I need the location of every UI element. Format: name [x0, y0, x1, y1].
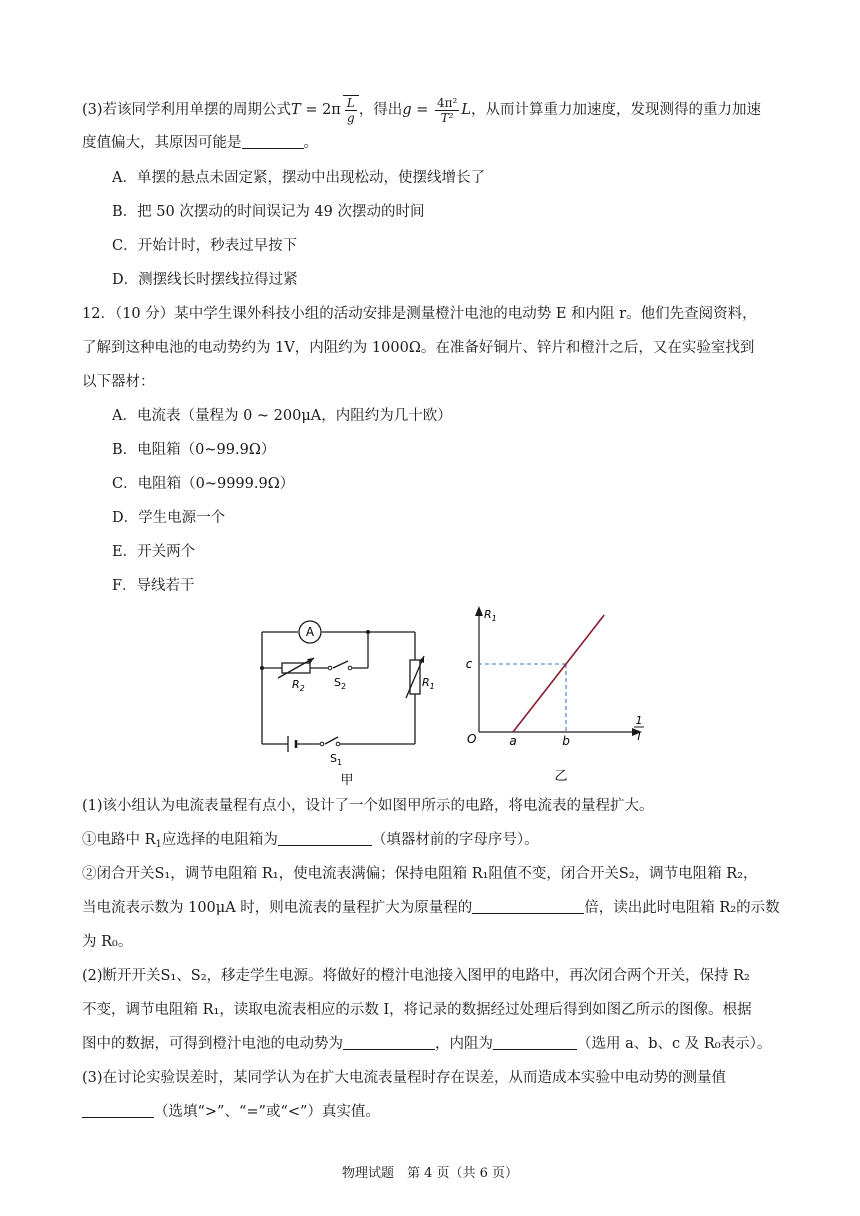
equipment-a: A．电流表（量程为 0 ~ 200μA，内阻约为几十欧）	[112, 408, 452, 424]
g-fraction	[435, 96, 459, 125]
data-line	[513, 615, 604, 732]
ammeter-label: A	[305, 625, 315, 639]
q12-part3-line2	[82, 1102, 380, 1122]
q12-part1-q2-line3: 为 R₀。	[82, 934, 133, 950]
q12-part1-q1-text: ①电路中 R	[82, 832, 156, 848]
y-axis-label: $R_1$	[484, 608, 497, 623]
y-axis-arrow	[475, 606, 483, 616]
q12-part2-line1: (2)断开开关S₁、S₂，移走学生电源。将做好的橙汁电池接入图甲的电路中，再次闭合两个开关，保持 R₂	[82, 968, 750, 984]
q12-stem-line2: 了解到这种电池的电动势约为 1V，内阻约为 1000Ω。在准备好铜片、锌片和橙汁之后，又在实验室找到	[82, 340, 755, 356]
g-frac-denominator: T²	[440, 110, 454, 125]
q11-option-b: B．把 50 次摆动的时间误记为 49 次摆动的时间	[112, 204, 425, 220]
r1-label: $R_1$	[422, 676, 435, 691]
q12-stem-line1: 12．（10 分）某中学生课外科技小组的活动安排是测量橙汁电池的电动势 E 和内阻 r。他们先查阅资料，	[82, 306, 757, 322]
origin-label: O	[467, 732, 477, 746]
q12-part1-q2-text2: 倍，读出此时电阻箱 R₂的示数	[584, 900, 780, 916]
equipment-e: E．开关两个	[112, 544, 196, 560]
answer-blank-r1-choice[interactable]	[278, 831, 372, 846]
switch-s1-contact	[320, 742, 324, 746]
q12-part2-hint: （选用 a、b、c 及 R₀表示）。	[577, 1036, 772, 1052]
answer-blank-q11-3[interactable]	[242, 134, 304, 149]
q12-part2-line2: 不变，调节电阻箱 R₁，读取电流表相应的示数 I，将记录的数据经过处理后得到如图乙所示的图像。根据	[82, 1002, 752, 1018]
junction-dot-top	[366, 630, 370, 634]
q12-part2-emf-text: 图中的数据，可得到橙汁电池的电动势为	[82, 1036, 343, 1052]
circuit-diagram-jia	[250, 612, 435, 790]
q12-part1-intro: (1)该小组认为电流表量程有点小，设计了一个如图甲所示的电路，将电流表的量程扩大。	[82, 798, 654, 814]
page-footer: 物理试题 第 4 页（共 6 页）	[341, 1166, 519, 1181]
q12-part2-line3	[82, 1034, 771, 1054]
equipment-f: F．导线若干	[112, 578, 195, 594]
q12-part3-line1: (3)在讨论实验误差时，某同学认为在扩大电流表量程时存在误差，从而造成本实验中电动势的测量值	[82, 1070, 727, 1086]
q12-part1-q1-text2: 应选择的电阻箱为	[161, 832, 278, 848]
q12-stem-line3: 以下器材：	[82, 374, 155, 390]
q12-part1-q2-text: 当电流表示数为 100μA 时，则电流表的量程扩大为原量程的	[82, 900, 473, 916]
q12-part3-hint: （选填“>”、“=”或“<”）真实值。	[154, 1104, 380, 1120]
period: 。	[303, 135, 318, 151]
q12-part1-q1-hint: （填器材前的字母序号）。	[371, 832, 539, 848]
q12-part1-q1: ①电路中 $R_1$应选择的电阻箱为 （填器材前的字母序号）。	[82, 832, 539, 850]
s2-label: $S_2$	[334, 676, 347, 691]
q12-part1-q2-line2	[82, 898, 780, 918]
r2-label: $R_2$	[292, 678, 305, 693]
g-frac-numerator: 4π²	[436, 95, 458, 110]
equipment-d: D．学生电源一个	[112, 510, 226, 526]
q11-part3-derive: ，得出	[358, 102, 403, 118]
sqrt-numerator: L	[346, 96, 355, 110]
q12-part2-r-text: ，内阻为	[435, 1036, 493, 1052]
x-axis-label-num: 1	[635, 714, 643, 727]
x-mark-b: b	[562, 734, 570, 748]
y-mark-c: c	[465, 657, 473, 671]
figure-label-jia: 甲	[340, 773, 354, 788]
formula-g: g	[402, 102, 412, 118]
answer-blank-emf[interactable]	[343, 1035, 435, 1050]
switch-s1-contact2	[336, 742, 340, 746]
answer-blank-range-multiple[interactable]	[472, 899, 584, 914]
junction-dot-left	[260, 666, 264, 670]
answer-blank-internal-resistance[interactable]	[493, 1035, 577, 1050]
formula-L: L	[461, 102, 471, 118]
q11-option-a: A．单摆的悬点未固定紧，摆动中出现松动，使摆线增长了	[112, 170, 485, 186]
switch-s2-contact2	[348, 666, 352, 670]
q11-part3-line2-text: 度值偏大，其原因可能是	[82, 135, 242, 151]
q11-part3-rest: ，从而计算重力加速度，发现测得的重力加速	[470, 102, 761, 118]
q11-part3-line2	[82, 133, 318, 153]
formula-T: T	[291, 102, 301, 118]
sqrt-denominator: g	[346, 111, 355, 125]
graph-yi	[462, 600, 662, 790]
sqrt-expression	[343, 95, 359, 125]
formula-2pi: = 2π	[300, 102, 341, 118]
x-axis-label-den: I	[637, 730, 641, 743]
q11-option-d: D．测摆线长时摆线拉得过紧	[112, 272, 298, 288]
q11-part3-text: (3)若该同学利用单摆的周期公式	[82, 102, 292, 118]
q11-option-c: C．开始计时，秒表过早按下	[112, 238, 298, 254]
x-mark-a: a	[509, 734, 517, 748]
q11-part3-line1	[82, 95, 761, 125]
switch-s2-contact	[328, 666, 332, 670]
switch-s2	[333, 661, 348, 668]
formula-eq: =	[411, 102, 433, 118]
equipment-c: C．电阻箱（0~9999.9Ω）	[112, 476, 295, 492]
s1-label: $S_1$	[330, 752, 343, 767]
q12-part1-q2-line1: ②闭合开关S₁，调节电阻箱 R₁，使电流表满偏；保持电阻箱 R₁阻值不变，闭合开关S₂，调节电阻箱 R₂，	[82, 866, 758, 882]
figure-label-yi: 乙	[554, 769, 568, 784]
answer-blank-comparison[interactable]	[82, 1103, 154, 1118]
equipment-b: B．电阻箱（0~99.9Ω）	[112, 442, 276, 458]
